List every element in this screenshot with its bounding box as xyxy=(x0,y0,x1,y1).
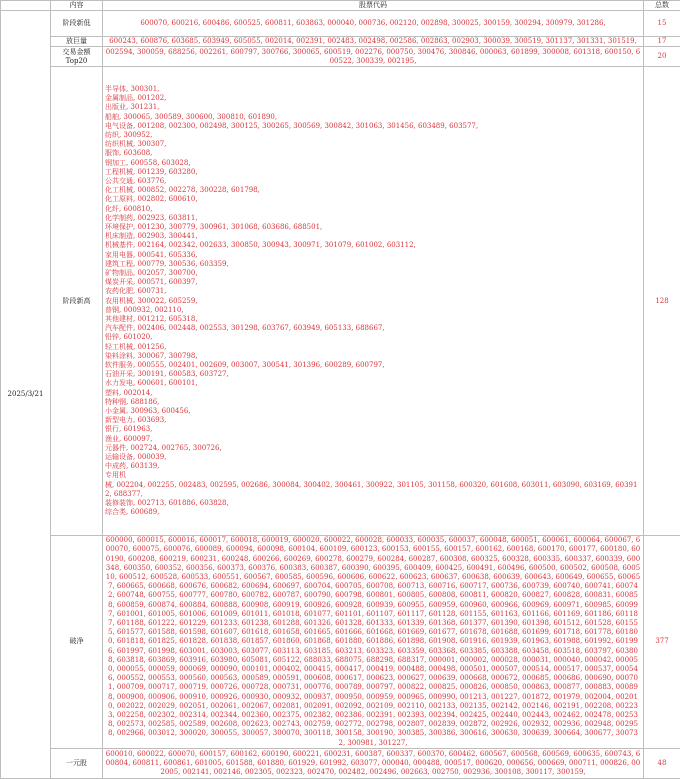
total-below-book: 377 xyxy=(644,536,680,749)
industry-line: 建筑工程, 000779, 300536, 603359, xyxy=(105,260,641,269)
industry-line: 装修装饰, 002713, 601886, 603828, xyxy=(105,499,641,508)
category-turnover-top20: 交易金额Top20 xyxy=(51,47,103,67)
industry-line: 矿物制品, 002057, 300700, xyxy=(105,269,641,278)
row-stage-low xyxy=(1,11,680,37)
industry-line: 其他建材, 001212, 605318, xyxy=(105,315,641,324)
industry-line: 专用机 xyxy=(105,471,641,480)
industry-line: 元器件, 002724, 002765, 300726, xyxy=(105,444,641,453)
total-stage-high: 128 xyxy=(644,67,680,536)
category-huge-volume: 放巨量 xyxy=(51,37,103,47)
industry-line: 普钢, 000932, 002110, xyxy=(105,306,641,315)
industry-line: 半导体, 300301, xyxy=(105,85,641,94)
total-one-yuan: 48 xyxy=(644,748,680,778)
header-date xyxy=(1,1,51,11)
total-stage-low: 15 xyxy=(644,11,680,37)
category-one-yuan: 一元股 xyxy=(51,748,103,778)
codes-huge-volume: 600243, 600876, 603685, 603949, 605055, 002014, 002391, 002483, 002498, 002586, 002863, 002903, 300039, 300519, 301137, 301331, 301519, xyxy=(103,37,644,47)
industry-line: 中成药, 603139, xyxy=(105,462,641,471)
header-stock-codes: 股票代码 xyxy=(103,1,644,11)
industry-line: 环境保护, 001230, 300779, 300961, 301068, 603686, 688501, xyxy=(105,223,641,232)
codes-below-book: 600000, 600015, 600016, 600017, 600018, 600019, 600020, 600022, 600028, 600033, 600035, 600037, 600048, 600051, 600061, 600064, 600067, 600070, 600075, 600076, 600089, 600094, 600098, 600104, 600109, 600123, 600153, 600155, 600157, 600162, 600168, 600170, 600177, 600180, 600190, 600208, 600219, 600231, 600248, 600266, 600269, 600278, 600279, 600284, 600287, 600308, 600325, 600328, 600335, 600337, 600339, 600348, 600350, 600352, 600356, 600373, 600376, 600383, 600387, 600390, 600395, 600409, 600425, 600491, 600496, 600500, 600502, 600508, 600510, 600512, 600528, 600533, 600551, 600567, 600585, 600596, 600606, 600622, 600623, 600637, 600638, 600639, 600643, 600649, 600655, 600657, 600665, 600668, 600676, 600682, 600694, 600697, 600704, 600705, 600708, 600713, 600716, 600717, 600736, 600739, 600740, 600741, 600742, 600748, 600755, 600777, 600780, 600782, 600787, 600790, 600798, 600801, 600805, 600808, 600811, 600820, 600827, 600828, 600831, 600858, 600859, 600874, 600884, 600888, 600908, 600919, 600926, 600928, 600939, 600955, 600959, 600960, 600966, 600969, 600971, 600985, 600997, 601001, 601005, 601006, 601009, 601011, 601018, 601077, 601101, 601107, 601117, 601128, 601155, 601163, 601166, 601169, 601186, 601187, 601188, 601222, 601229, 601233, 601238, 601288, 601326, 601328, 601333, 601339, 601368, 601377, 601390, 601398, 601512, 601528, 601555, 601577, 601588, 601598, 601607, 601618, 601658, 601665, 601666, 601668, 601669, 601677, 601678, 601688, 601699, 601718, 601778, 601800, 601818, 601825, 601828, 601838, 601857, 601860, 601868, 601880, 601886, 601898, 601908, 601916, 601939, 601963, 601988, 601992, 601996, 601997, 601998, 603001, 603003, 603077, 603113, 603185, 603213, 603323, 603359, 603368, 603385, 603388, 603458, 603518, 603797, 603808, 603818, 603869, 603916, 603980, 605081, 605122, 688033, 688075, 688298, 688317, 000001, 000002, 000028, 000031, 000040, 000042, 000050, 000055, 000059, 000069, 000090, 000101, 000402, 000415, 000417, 000419, 000488, 000498, 000501, 000507, 000514, 000517, 000537, 000546, 000552, 000553, 000560, 000563, 000589, 000591, 000608, 000617, 000623, 000627, 000639, 000668, 000672, 000685, 000686, 000690, 000701, 000709, 000717, 000719, 000726, 000728, 000731, 000776, 000789, 000797, 000822, 000825, 000826, 000850, 000863, 000877, 000883, 000898, 000900, 000906, 000910, 000926, 000930, 000932, 000937, 000950, 000959, 000965, 000990, 001213, 001227, 001872, 001979, 002004, 002010, 002022, 002029, 002051, 002061, 002067, 002081, 002091, 002092, 002109, 002110, 002133, 002135, 002142, 002146, 002191, 002208, 002233, 002258, 002302, 002314, 002344, 002360, 002375, 002382, 002386, 002391, 002393, 002394, 002425, 002440, 002443, 002462, 002478, 002538, 002573, 002585, 002589, 002608, 002623, 002743, 002759, 002772, 002798, 002807, 002839, 002872, 002926, 002932, 002936, 002948, 002958, 002966, 003012, 300020, 300055, 300057, 300070, 300118, 300158, 300190, 300385, 300386, 300616, 300630, 300639, 300664, 300677, 300732, 300981, 301227, xyxy=(103,536,644,749)
codes-turnover-top20: 002594, 300059, 688256, 002261, 600797, 300766, 300065, 600519, 002276, 000750, 300476, 300846, 000063, 601899, 300008, 601318, 600150, 600522, 300339, 002195, xyxy=(103,47,644,67)
industry-line: 汽车配件, 002406, 002448, 002553, 301298, 603767, 603949, 605133, 688667, xyxy=(105,324,641,333)
industry-line: 水力发电, 600601, 600101, xyxy=(105,379,641,388)
industry-line: 出版业, 301231, xyxy=(105,103,641,112)
row-one-yuan xyxy=(1,748,680,778)
header-content: 内容 xyxy=(51,1,103,11)
row-stage-high xyxy=(1,67,680,536)
row-turnover-top20 xyxy=(1,47,680,67)
header-row xyxy=(1,1,680,11)
category-stage-low: 阶段新低 xyxy=(51,11,103,37)
industry-line: 家用电器, 000541, 605336, xyxy=(105,251,641,260)
industry-list xyxy=(105,85,641,518)
industry-line: 染料涂料, 300067, 300798, xyxy=(105,352,641,361)
industry-line: 化纤, 600810, xyxy=(105,205,641,214)
date-cell: 2025/3/21 xyxy=(1,11,51,779)
industry-line: 金属制品, 001202, xyxy=(105,94,641,103)
industry-line: 煤炭开采, 000571, 600397, xyxy=(105,278,641,287)
industry-line: 新型电力, 603693, xyxy=(105,416,641,425)
industry-line: 铅锌, 601020, xyxy=(105,333,641,342)
industry-line: 工程机械, 001239, 603280, xyxy=(105,168,641,177)
industry-line: 服饰, 603608, xyxy=(105,149,641,158)
industry-line: 农用机械, 300022, 605259, xyxy=(105,297,641,306)
industry-line: 电气设备, 001208, 002300, 002498, 300125, 300265, 300569, 300842, 301063, 301456, 603489, 603577, xyxy=(105,122,641,131)
total-huge-volume: 17 xyxy=(644,37,680,47)
row-huge-volume xyxy=(1,37,680,47)
industry-line: 公共交通, 603776, xyxy=(105,177,641,186)
industry-line: 软件服务, 000555, 002401, 002609, 003007, 300541, 301396, 600289, 600797, xyxy=(105,361,641,370)
codes-stage-low: 600070, 600216, 600486, 600525, 600811, 603863, 000040, 000736, 002120, 002898, 300025, 300159, 300294, 300979, 301286, xyxy=(103,11,644,37)
row-below-book xyxy=(1,536,680,749)
codes-one-yuan: 600010, 600022, 600070, 600157, 600162, 600190, 600221, 600231, 600387, 600337, 600370, 600462, 600567, 600568, 600569, 600635, 600743, 600804, 600811, 600861, 601005, 601588, 601880, 601929, 601992, 603077, 000040, 000488, 000517, 000620, 000656, 000669, 000711, 000826, 002005, 002141, 002146, 002305, 002323, 002470, 002482, 002496, 002663, 002750, 002936, 300108, 300117, 300159, xyxy=(103,748,644,778)
industry-line: 船舶, 300065, 300589, 300600, 300810, 601890, xyxy=(105,113,641,122)
industry-line: 械, 002204, 002255, 002483, 002595, 002686, 300084, 300402, 300461, 300922, 301105, 301158, 600320, 601608, 603011, 603090, 603169, 603912, 688377, xyxy=(105,481,641,499)
total-turnover-top20: 20 xyxy=(644,47,680,67)
industry-line: 化工机械, 000852, 002278, 300228, 601798, xyxy=(105,186,641,195)
industry-line: 综合类, 600689, xyxy=(105,508,641,517)
industry-line: 小金属, 300963, 600456, xyxy=(105,407,641,416)
industry-line: 农药化肥, 600731, xyxy=(105,287,641,296)
industry-line: 石油开采, 300191, 600583, 603727, xyxy=(105,370,641,379)
industry-line: 银行, 601963, xyxy=(105,425,641,434)
header-total: 总数 xyxy=(644,1,680,11)
industry-line: 机械基件, 002164, 002342, 002633, 300850, 300943, 300971, 301079, 601002, 603112, xyxy=(105,241,641,250)
industry-line: 特种钢, 688186, xyxy=(105,398,641,407)
industry-line: 纺织, 300952, xyxy=(105,131,641,140)
industry-line: 渔业, 600097, xyxy=(105,435,641,444)
industry-line: 轻工机械, 001256, xyxy=(105,343,641,352)
category-below-book: 破净 xyxy=(51,536,103,749)
industry-line: 运输设备, 000039, xyxy=(105,453,641,462)
industry-line: 化工原料, 002802, 600610, xyxy=(105,195,641,204)
category-stage-high: 阶段新高 xyxy=(51,67,103,536)
industry-line: 钢加工, 600558, 603028, xyxy=(105,159,641,168)
codes-stage-high xyxy=(103,67,644,536)
industry-line: 化学制药, 002923, 603811, xyxy=(105,214,641,223)
industry-line: 纺织机械, 300307, xyxy=(105,140,641,149)
industry-line: 机床制造, 002903, 300441, xyxy=(105,232,641,241)
industry-line: 塑料, 002014, xyxy=(105,389,641,398)
